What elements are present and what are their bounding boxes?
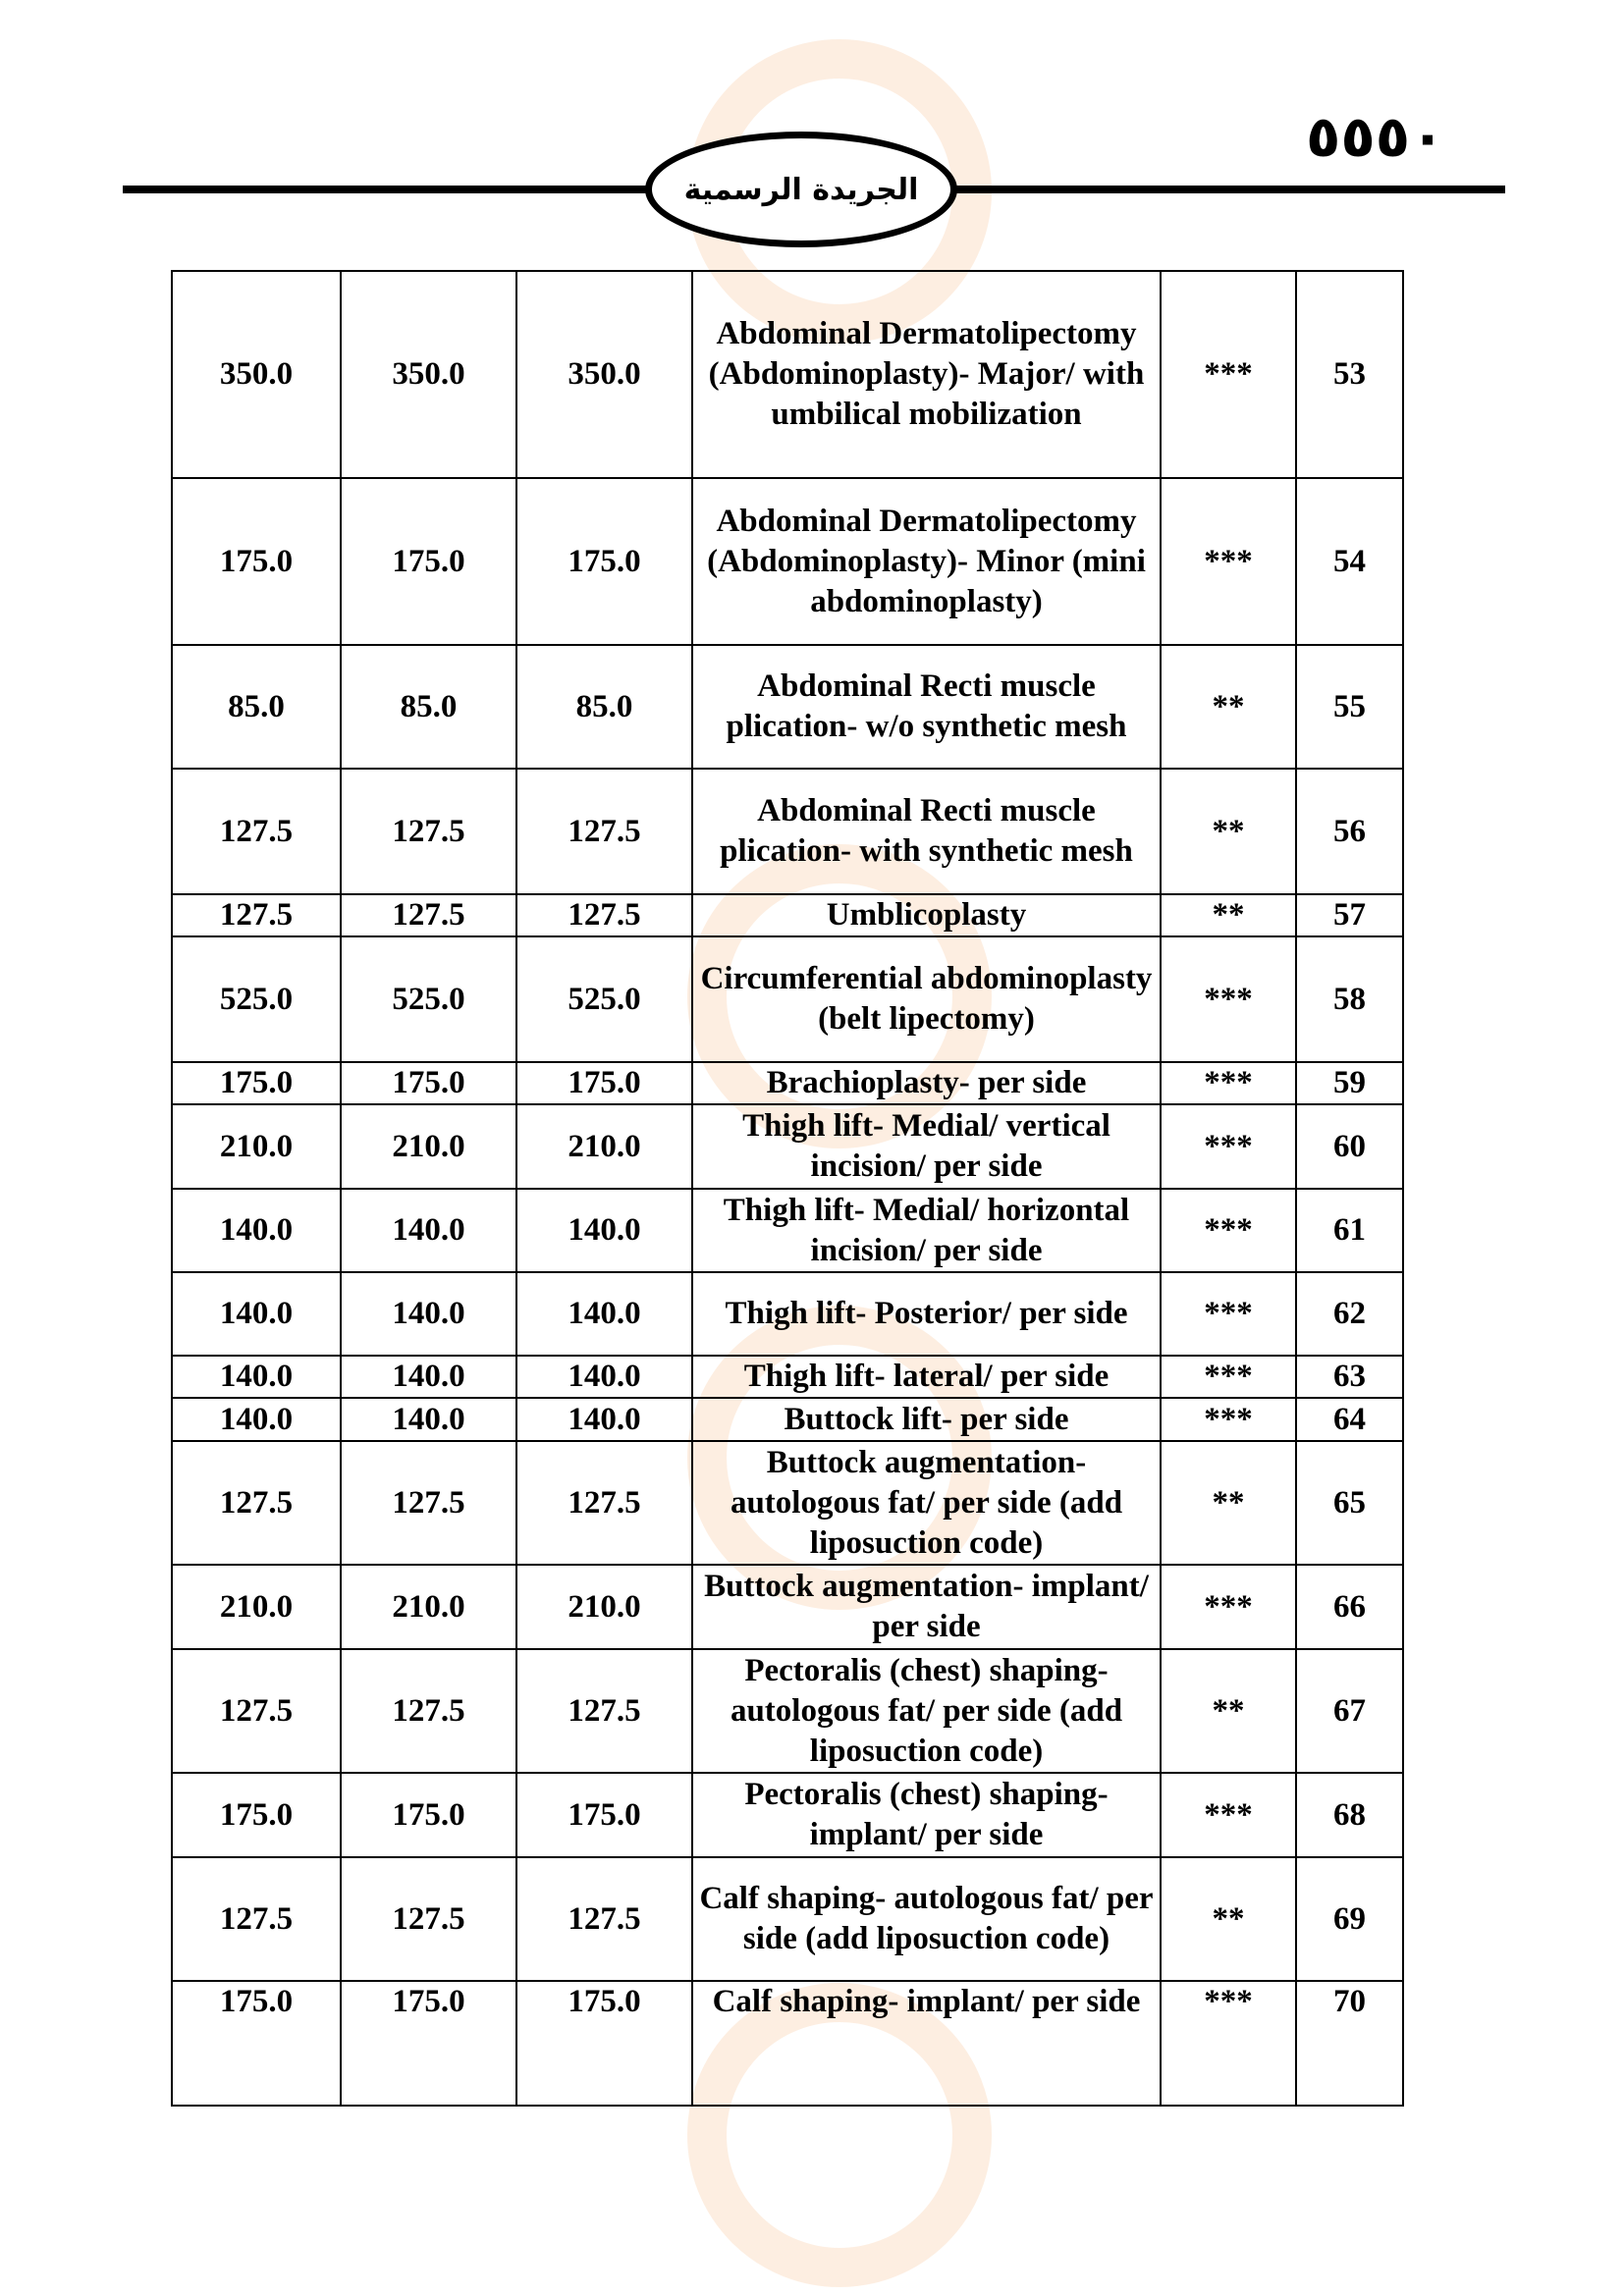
fee-cell-2: 85.0 <box>341 645 516 769</box>
fee-cell-3: 210.0 <box>516 1565 692 1649</box>
procedure-description: Pectoralis (chest) shaping- autologous fat/ per side (add liposuction code) <box>692 1649 1161 1773</box>
table-row <box>172 1649 1403 1773</box>
table-row <box>172 1857 1403 1981</box>
procedure-description: Thigh lift- lateral/ per side <box>692 1356 1161 1398</box>
fee-cell-2: 210.0 <box>341 1565 516 1649</box>
procedure-description: Buttock augmentation- autologous fat/ per side (add liposuction code) <box>692 1441 1161 1565</box>
procedure-description: Buttock augmentation- implant/ per side <box>692 1565 1161 1649</box>
fee-cell-1: 175.0 <box>172 1773 341 1857</box>
fee-cell-2: 175.0 <box>341 1773 516 1857</box>
level-stars: *** <box>1161 271 1296 478</box>
fee-cell-1: 175.0 <box>172 1981 341 2106</box>
level-stars: *** <box>1161 1189 1296 1272</box>
table-row <box>172 1189 1403 1272</box>
fee-cell-3: 140.0 <box>516 1189 692 1272</box>
fee-cell-3: 140.0 <box>516 1272 692 1356</box>
level-stars: ** <box>1161 1441 1296 1565</box>
fee-cell-3: 140.0 <box>516 1356 692 1398</box>
level-stars: ** <box>1161 894 1296 936</box>
row-number: 59 <box>1296 1062 1403 1104</box>
fee-cell-3: 127.5 <box>516 1441 692 1565</box>
level-stars: ** <box>1161 1857 1296 1981</box>
row-number: 56 <box>1296 769 1403 894</box>
fees-table <box>171 270 1404 2107</box>
row-number: 62 <box>1296 1272 1403 1356</box>
fee-cell-2: 127.5 <box>341 769 516 894</box>
table-row <box>172 1981 1403 2106</box>
fee-cell-1: 127.5 <box>172 1649 341 1773</box>
fee-cell-2: 210.0 <box>341 1104 516 1189</box>
fee-cell-3: 85.0 <box>516 645 692 769</box>
level-stars: *** <box>1161 1398 1296 1441</box>
table-row <box>172 1441 1403 1565</box>
level-stars: *** <box>1161 1773 1296 1857</box>
row-number: 58 <box>1296 936 1403 1062</box>
fee-cell-3: 350.0 <box>516 271 692 478</box>
table-row <box>172 478 1403 645</box>
fee-cell-2: 140.0 <box>341 1356 516 1398</box>
level-stars: *** <box>1161 1104 1296 1189</box>
fee-cell-3: 175.0 <box>516 478 692 645</box>
table-row <box>172 769 1403 894</box>
fee-cell-2: 127.5 <box>341 1649 516 1773</box>
fee-cell-2: 127.5 <box>341 1857 516 1981</box>
row-number: 57 <box>1296 894 1403 936</box>
fee-cell-2: 140.0 <box>341 1189 516 1272</box>
fee-cell-1: 140.0 <box>172 1272 341 1356</box>
fee-cell-2: 127.5 <box>341 1441 516 1565</box>
procedure-description: Pectoralis (chest) shaping- implant/ per side <box>692 1773 1161 1857</box>
table-row <box>172 1356 1403 1398</box>
fee-cell-1: 140.0 <box>172 1189 341 1272</box>
fee-cell-3: 127.5 <box>516 1857 692 1981</box>
level-stars: ** <box>1161 769 1296 894</box>
level-stars: *** <box>1161 936 1296 1062</box>
fee-cell-3: 175.0 <box>516 1981 692 2106</box>
fee-cell-2: 525.0 <box>341 936 516 1062</box>
row-number: 61 <box>1296 1189 1403 1272</box>
fee-cell-3: 175.0 <box>516 1773 692 1857</box>
fee-cell-1: 525.0 <box>172 936 341 1062</box>
fee-cell-2: 127.5 <box>341 894 516 936</box>
fee-cell-2: 350.0 <box>341 271 516 478</box>
fee-cell-1: 210.0 <box>172 1104 341 1189</box>
fee-cell-2: 175.0 <box>341 1981 516 2106</box>
level-stars: ** <box>1161 1649 1296 1773</box>
fee-cell-2: 175.0 <box>341 1062 516 1104</box>
row-number: 66 <box>1296 1565 1403 1649</box>
procedure-description: Brachioplasty- per side <box>692 1062 1161 1104</box>
level-stars: ** <box>1161 645 1296 769</box>
procedure-description: Thigh lift- Medial/ horizontal incision/ per side <box>692 1189 1161 1272</box>
fee-cell-3: 127.5 <box>516 1649 692 1773</box>
procedure-description: Abdominal Dermatolipectomy (Abdominoplasty)- Minor (mini abdominoplasty) <box>692 478 1161 645</box>
row-number: 69 <box>1296 1857 1403 1981</box>
row-number: 53 <box>1296 271 1403 478</box>
row-number: 60 <box>1296 1104 1403 1189</box>
table-row <box>172 1272 1403 1356</box>
procedure-description: Calf shaping- implant/ per side <box>692 1981 1161 2106</box>
table-row <box>172 894 1403 936</box>
level-stars: *** <box>1161 1272 1296 1356</box>
procedure-description: Thigh lift- Posterior/ per side <box>692 1272 1161 1356</box>
fee-cell-1: 140.0 <box>172 1356 341 1398</box>
procedure-description: Abdominal Recti muscle plication- with synthetic mesh <box>692 769 1161 894</box>
level-stars: *** <box>1161 1565 1296 1649</box>
row-number: 65 <box>1296 1441 1403 1565</box>
fee-cell-3: 127.5 <box>516 894 692 936</box>
row-number: 64 <box>1296 1398 1403 1441</box>
fee-cell-3: 140.0 <box>516 1398 692 1441</box>
procedure-description: Thigh lift- Medial/ vertical incision/ per side <box>692 1104 1161 1189</box>
level-stars: *** <box>1161 478 1296 645</box>
level-stars: *** <box>1161 1356 1296 1398</box>
level-stars: *** <box>1161 1981 1296 2106</box>
fee-cell-1: 175.0 <box>172 1062 341 1104</box>
procedure-description: Abdominal Recti muscle plication- w/o synthetic mesh <box>692 645 1161 769</box>
row-number: 67 <box>1296 1649 1403 1773</box>
procedure-description: Umblicoplasty <box>692 894 1161 936</box>
table-row <box>172 1565 1403 1649</box>
table-row <box>172 936 1403 1062</box>
row-number: 55 <box>1296 645 1403 769</box>
row-number: 63 <box>1296 1356 1403 1398</box>
procedure-description: Calf shaping- autologous fat/ per side (add liposuction code) <box>692 1857 1161 1981</box>
table-row <box>172 1104 1403 1189</box>
row-number: 70 <box>1296 1981 1403 2106</box>
fee-cell-1: 127.5 <box>172 1441 341 1565</box>
row-number: 54 <box>1296 478 1403 645</box>
fee-cell-1: 210.0 <box>172 1565 341 1649</box>
fee-cell-2: 140.0 <box>341 1272 516 1356</box>
fee-cell-2: 140.0 <box>341 1398 516 1441</box>
procedure-description: Circumferential abdominoplasty (belt lipectomy) <box>692 936 1161 1062</box>
fee-cell-1: 140.0 <box>172 1398 341 1441</box>
page-number: ٥٥٥٠ <box>1306 103 1445 170</box>
table-row <box>172 1773 1403 1857</box>
fee-cell-1: 127.5 <box>172 894 341 936</box>
table-row <box>172 271 1403 478</box>
table-row <box>172 1062 1403 1104</box>
procedure-description: Buttock lift- per side <box>692 1398 1161 1441</box>
fee-cell-1: 350.0 <box>172 271 341 478</box>
fee-cell-3: 127.5 <box>516 769 692 894</box>
gazette-title-oval <box>645 132 957 247</box>
fee-cell-1: 85.0 <box>172 645 341 769</box>
fee-cell-3: 210.0 <box>516 1104 692 1189</box>
fee-cell-2: 175.0 <box>341 478 516 645</box>
fee-cell-1: 175.0 <box>172 478 341 645</box>
procedure-description: Abdominal Dermatolipectomy (Abdominoplasty)- Major/ with umbilical mobilization <box>692 271 1161 478</box>
fee-cell-1: 127.5 <box>172 769 341 894</box>
table-row <box>172 1398 1403 1441</box>
fee-cell-3: 175.0 <box>516 1062 692 1104</box>
row-number: 68 <box>1296 1773 1403 1857</box>
gazette-title: الجريدة الرسمية <box>683 172 919 207</box>
level-stars: *** <box>1161 1062 1296 1104</box>
fee-cell-1: 127.5 <box>172 1857 341 1981</box>
fee-cell-3: 525.0 <box>516 936 692 1062</box>
table-row <box>172 645 1403 769</box>
